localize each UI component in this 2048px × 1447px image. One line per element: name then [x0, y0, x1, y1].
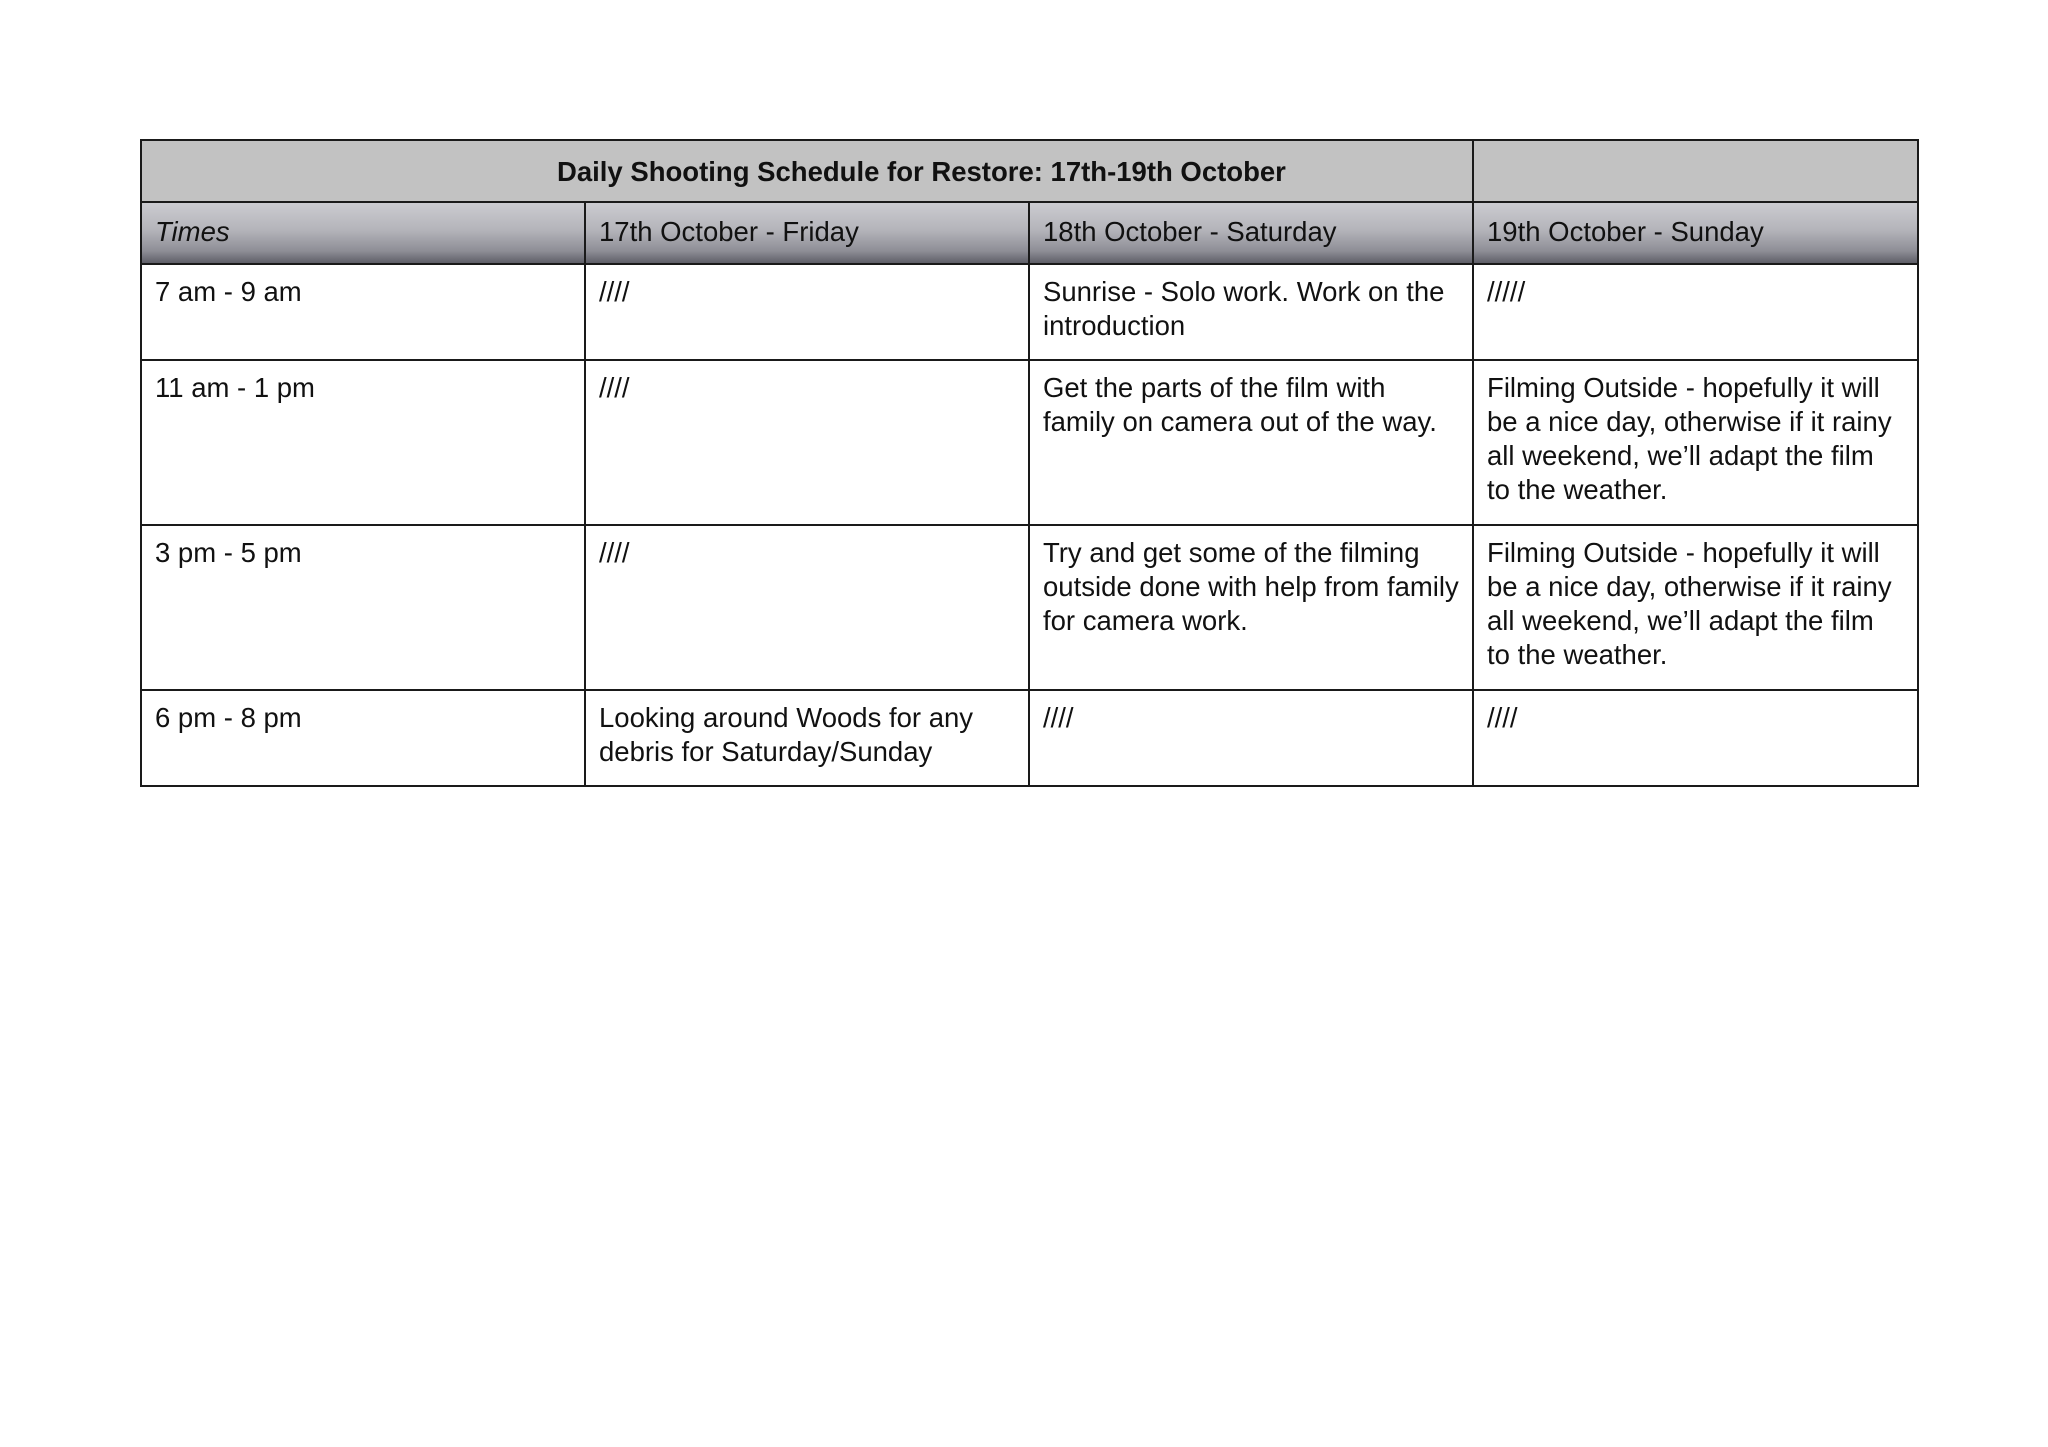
sunday-cell: Filming Outside - hopefully it will be a nice day, otherwise if it rainy all weekend, we’ll adapt the film to the weather.: [1473, 360, 1918, 525]
sunday-cell: /////: [1473, 264, 1918, 360]
saturday-cell: Try and get some of the filming outside done with help from family for camera work.: [1029, 525, 1473, 690]
friday-cell: ////: [585, 360, 1029, 525]
saturday-cell: Sunrise - Solo work. Work on the introduction: [1029, 264, 1473, 360]
table-row: [141, 525, 1918, 690]
header-sunday: 19th October - Sunday: [1473, 202, 1918, 264]
saturday-cell: ////: [1029, 690, 1473, 786]
header-friday: 17th October - Friday: [585, 202, 1029, 264]
table-row: [141, 360, 1918, 525]
table-row: [141, 690, 1918, 786]
saturday-cell: Get the parts of the film with family on camera out of the way.: [1029, 360, 1473, 525]
time-cell: 7 am - 9 am: [141, 264, 585, 360]
friday-cell: ////: [585, 525, 1029, 690]
sunday-cell: ////: [1473, 690, 1918, 786]
table-title-row: [141, 140, 1918, 202]
friday-cell: Looking around Woods for any debris for Saturday/Sunday: [585, 690, 1029, 786]
shooting-schedule-table: [140, 139, 1919, 787]
sunday-cell: Filming Outside - hopefully it will be a nice day, otherwise if it rainy all weekend, we’ll adapt the film to the weather.: [1473, 525, 1918, 690]
time-cell: 6 pm - 8 pm: [141, 690, 585, 786]
time-cell: 3 pm - 5 pm: [141, 525, 585, 690]
header-saturday: 18th October - Saturday: [1029, 202, 1473, 264]
table-title-empty-cell: [1473, 140, 1918, 202]
header-times: Times: [141, 202, 585, 264]
table-title-cell: [141, 140, 1473, 202]
table-row: [141, 264, 1918, 360]
table-title: Daily Shooting Schedule for Restore: 17th-19th October: [557, 156, 1286, 187]
table-header-row: [141, 202, 1918, 264]
time-cell: 11 am - 1 pm: [141, 360, 585, 525]
friday-cell: ////: [585, 264, 1029, 360]
